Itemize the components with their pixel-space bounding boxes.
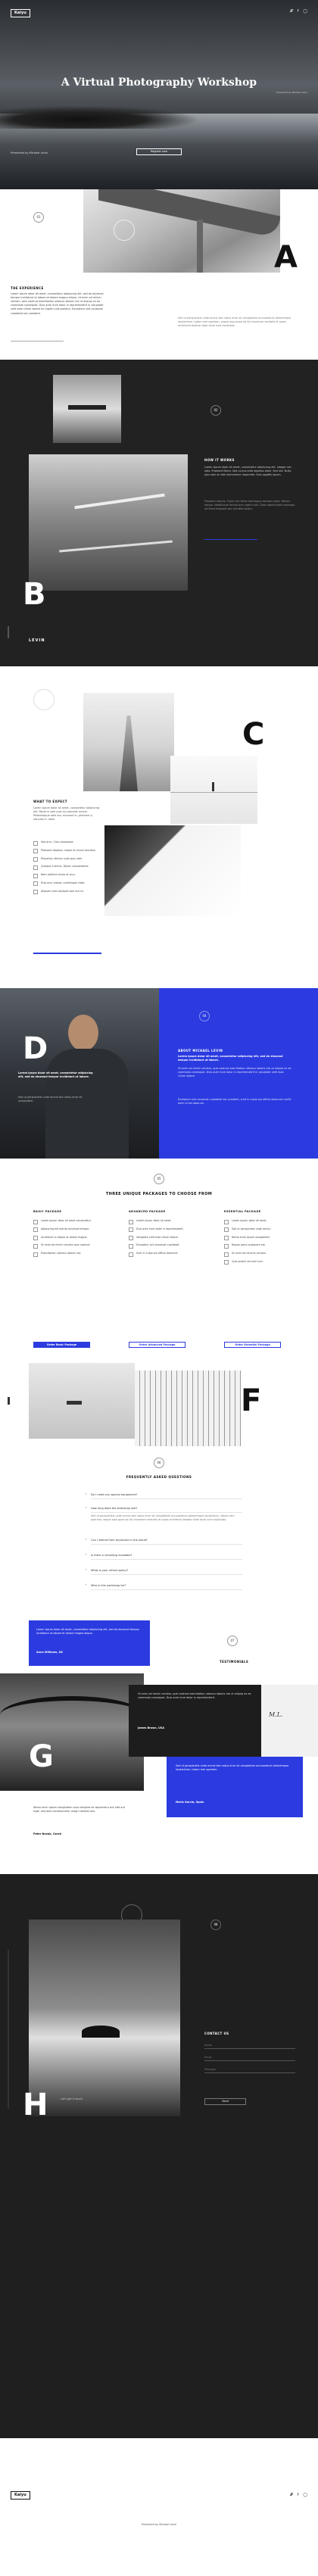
accent-line bbox=[204, 539, 257, 540]
section-number: 05 bbox=[154, 1174, 164, 1184]
message-field[interactable] bbox=[204, 2066, 295, 2073]
list-item: Aliquam erat volutpat nam dui mi. bbox=[33, 890, 101, 893]
email-field[interactable] bbox=[204, 2054, 295, 2061]
list-item: Excepteur sint occaecat cupidatat. bbox=[129, 1243, 189, 1247]
section-letter: H bbox=[23, 2088, 48, 2122]
testimonial-author: Anna Williams, UK bbox=[36, 1651, 63, 1654]
list-item: Sunt in culpa qui officia deserunt. bbox=[129, 1252, 189, 1255]
section-body: Lorem ipsum dolor sit amet, consectetur adipiscing elit, sed do eiusmod tempor incididunt ut labore et dolore magna aliqua. Ut enim ad minim veniam, quis nostrud exercitation ullamco laboris nisi ut aliquip ex ea commodo consequat. Duis aute irure dolor in reprehenderit in voluptate velit esse cillum dolore eu fugiat nulla pariatur. Excepteur sint occaecat cupidatat non proident. bbox=[11, 292, 104, 315]
section-number: 07 bbox=[227, 1636, 238, 1646]
contact-side-text: Let's get in touch bbox=[61, 2097, 83, 2100]
faq-item[interactable]: + What is your refund policy? bbox=[91, 1567, 242, 1575]
package-list bbox=[224, 1219, 285, 1268]
how-it-works-section bbox=[0, 360, 318, 666]
bridge-pillar bbox=[197, 220, 203, 273]
list-item: Sed ut perspiciatis unde omnis. bbox=[224, 1227, 285, 1231]
list-item: Lorem ipsum dolor sit amet consectetur. bbox=[33, 1219, 94, 1223]
faq-item[interactable]: + How long does the workshop last? bbox=[91, 1505, 242, 1513]
experience-section bbox=[0, 189, 318, 360]
list-item: Incididunt ut labore et dolore magna. bbox=[33, 1236, 94, 1240]
pier-photo-large bbox=[29, 454, 188, 591]
list-item: Duis aute irure dolor in reprehenderit. bbox=[129, 1227, 189, 1231]
island-photo bbox=[29, 1920, 180, 2116]
minimal-photo bbox=[170, 756, 257, 824]
pier-shape bbox=[68, 405, 106, 410]
package-list bbox=[33, 1219, 94, 1260]
testimonial-author: Maria Garcia, Spain bbox=[176, 1801, 204, 1804]
list-item: Nam pretium turpis et arcu. bbox=[33, 873, 101, 877]
section-letter: A bbox=[274, 240, 298, 275]
section-heading: TESTIMONIALS bbox=[220, 1660, 249, 1664]
portrait-head bbox=[68, 1015, 98, 1051]
faq-section bbox=[0, 1454, 318, 1620]
section-heading: ABOUT MICHAEL LEVIN bbox=[178, 1049, 223, 1053]
shore-photo bbox=[104, 825, 241, 916]
about-section bbox=[0, 988, 318, 1159]
list-item: Phasellus ultrices nulla quis nibh. bbox=[33, 857, 101, 861]
section-caption: Sed ut perspiciatis unde omnis iste natus error sit voluptatem accusantium doloremque laudantium, totam rem aperiam, eaque ipsa quae ab illo inventore veritatis et quasi architecto beatae vitae dicta sunt explicabo. bbox=[178, 317, 292, 328]
hero-section bbox=[0, 0, 318, 189]
facebook-icon[interactable]: f bbox=[297, 9, 299, 14]
send-button[interactable]: Send bbox=[204, 2098, 246, 2105]
expect-section bbox=[0, 666, 318, 988]
package-title: ESSENTIAL PACKAGE bbox=[224, 1210, 261, 1213]
faq-item[interactable]: + Do I need any special equipment? bbox=[91, 1492, 242, 1499]
testimonial-quote: Nemo enim ipsam voluptatem quia voluptas sit aspernatur aut odit aut fugit, sed quia consequuntur magni dolores eos. bbox=[33, 1806, 125, 1813]
jetty-photo bbox=[83, 693, 174, 791]
pier-poles bbox=[74, 494, 164, 510]
about-lead: Lorem ipsum dolor sit amet, consectetur adipiscing elit, sed do eiusmod tempor incididunt ut labore. bbox=[18, 1071, 93, 1079]
portrait-body bbox=[45, 1049, 129, 1159]
section-heading: THREE UNIQUE PACKAGES TO CHOOSE FROM bbox=[105, 1192, 213, 1196]
decor-circle bbox=[114, 220, 135, 241]
hero-rocks bbox=[0, 106, 197, 129]
list-item: Nemo enim ipsam voluptatem. bbox=[224, 1236, 285, 1240]
hero-title: A Virtual Photography Workshop bbox=[61, 76, 257, 89]
list-item: Adipiscing elit sed do eiusmod tempor. bbox=[33, 1227, 94, 1231]
package-title: BASIC PACKAGE bbox=[33, 1210, 62, 1213]
bridge-photo-2 bbox=[0, 1673, 144, 1791]
instagram-icon[interactable]: ◯ bbox=[303, 9, 307, 14]
gallery-photo-1 bbox=[29, 1363, 135, 1439]
section-heading: HOW IT WORKS bbox=[204, 458, 235, 462]
section-number: 06 bbox=[154, 1458, 164, 1468]
testimonial-author: Peter Novak, Czech bbox=[33, 1832, 62, 1835]
pier-photo-small bbox=[53, 375, 121, 443]
order-essential-button[interactable]: Order Essential Package bbox=[224, 1342, 281, 1348]
testimonials-section bbox=[0, 1620, 318, 1874]
section-body: Lorem ipsum dolor sit amet, consectetur adipiscing elit. Morbi in sem quis dui placerat ornare. Pellentesque odio nisi, euismod in, pharetra a, ultricies in, diam. bbox=[33, 806, 100, 822]
section-body-2: Praesent mauris. Fusce nec tellus sed augue semper porta. Mauris massa. Vestibulum lacinia arcu eget nulla. Class aptent taciti sociosqu ad litora torquent per conubia nostra. bbox=[204, 500, 295, 511]
faq-item[interactable]: + Is there a recording available? bbox=[91, 1552, 242, 1560]
hero-subtitle: Presented by Michael Levin bbox=[11, 151, 48, 154]
footer-logo[interactable]: Kaiyu bbox=[11, 2491, 30, 2500]
prev-arrow-icon[interactable] bbox=[8, 1397, 10, 1405]
list-item: Duis arcu massa, scelerisque vitae. bbox=[33, 881, 101, 885]
section-number: 08 bbox=[210, 1920, 221, 1930]
hero-side-label: Presented by Michael Levin bbox=[276, 91, 307, 94]
list-item: Quis autem vel eum iure. bbox=[224, 1260, 285, 1264]
list-item: Praesent dapibus, neque id cursus faucibus. bbox=[33, 849, 101, 853]
list-item: Sed arcu. Cras consequat. bbox=[33, 840, 101, 844]
gallery-photo-2 bbox=[135, 1371, 241, 1446]
footer bbox=[0, 2438, 318, 2576]
accent-line bbox=[33, 953, 101, 954]
social-icons bbox=[290, 9, 307, 14]
twitter-icon[interactable]: 𝓕 bbox=[289, 2493, 293, 2497]
section-letter: C bbox=[242, 717, 265, 752]
footer-social bbox=[290, 2493, 307, 2498]
about-body-2: Excepteur sint occaecat cupidatat non proident, sunt in culpa qui officia deserunt mollit anim id est laborum. bbox=[178, 1098, 292, 1106]
list-item: Ut enim ad minima veniam. bbox=[224, 1252, 285, 1255]
facebook-icon[interactable]: f bbox=[297, 2493, 299, 2497]
section-heading: CONTACT US bbox=[204, 2032, 229, 2035]
section-heading: WHAT TO EXPECT bbox=[33, 800, 67, 803]
bridge-arch bbox=[0, 1696, 144, 1734]
twitter-icon[interactable]: 𝓕 bbox=[289, 9, 293, 14]
register-button[interactable]: Register now bbox=[136, 148, 182, 155]
logo[interactable]: Kaiyu bbox=[11, 9, 30, 17]
photo-caption: Sed ut perspiciatis unde omnis iste natus error sit voluptatem. bbox=[18, 1096, 83, 1103]
signature: M.L. bbox=[269, 1711, 283, 1718]
decor-circle bbox=[33, 689, 55, 710]
about-lead-right: Lorem ipsum dolor sit amet, consectetur adipiscing elit, sed do eiusmod tempor incididunt ut labore. bbox=[178, 1055, 283, 1062]
footer-credit: Presented by Michael Levin bbox=[141, 2523, 177, 2526]
testimonial-quote: Sed ut perspiciatis unde omnis iste natus error sit voluptatem accusantium doloremque laudantium, totam rem aperiam. bbox=[176, 1764, 289, 1772]
faq-item[interactable]: + Who is this workshop for? bbox=[91, 1583, 242, 1590]
section-letter: B bbox=[23, 577, 46, 612]
section-heading: FREQUENTLY ASKED QUESTIONS bbox=[126, 1475, 192, 1479]
package-list bbox=[129, 1219, 189, 1260]
list-item: Voluptate velit esse cillum dolore. bbox=[129, 1236, 189, 1240]
horizon bbox=[170, 792, 257, 793]
package-title: ADVANCED PACKAGE bbox=[129, 1210, 166, 1213]
testimonial-quote: Ut enim ad minim veniam, quis nostrud exercitation ullamco laboris nisi ut aliquip ex ea commodo consequat. Duis aute irure dolor in reprehenderit. bbox=[138, 1692, 251, 1700]
faq-answer: Sed ut perspiciatis unde omnis iste natus error sit voluptatem accusantium doloremque laudantium, totam rem aperiam, eaque ipsa quae ab illo inventore veritatis et quasi architecto beatae vitae dicta sunt explicabo. bbox=[91, 1514, 235, 1522]
about-body-1: Ut enim ad minim veniam, quis nostrud exercitation ullamco laboris nisi ut aliquip ex ea commodo consequat. Duis aute irure dolor in reprehenderit in voluptate velit esse cillum dolore. bbox=[178, 1067, 292, 1078]
boat-shape bbox=[67, 1401, 82, 1405]
instagram-icon[interactable]: ◯ bbox=[303, 2493, 307, 2497]
island-shape bbox=[82, 2026, 120, 2038]
signature-photo bbox=[261, 1685, 318, 1757]
vertical-label bbox=[8, 626, 9, 638]
packages-section bbox=[0, 1159, 318, 1363]
order-advanced-button[interactable]: Order Advanced Package bbox=[129, 1342, 186, 1348]
expect-list bbox=[33, 840, 101, 897]
bridge-photo bbox=[83, 189, 280, 273]
vertical-bar bbox=[8, 1950, 9, 2109]
testimonial-quote: Lorem ipsum dolor sit amet, consectetur adipiscing elit, sed do eiusmod tempor incididunt ut labore et dolore magna aliqua. bbox=[36, 1628, 139, 1636]
list-item: Quisque a lectus. Donec consectetuer. bbox=[33, 865, 101, 869]
tree-shape bbox=[212, 782, 214, 791]
gallery-section bbox=[0, 1363, 318, 1454]
section-number: 02 bbox=[210, 405, 221, 416]
list-item: Lorem ipsum dolor sit amet. bbox=[224, 1219, 285, 1223]
section-letter: G bbox=[29, 1739, 54, 1774]
list-item: Ut enim ad minim veniam quis nostrud. bbox=[33, 1243, 94, 1247]
brand-logo: LEVIN bbox=[29, 638, 45, 643]
section-heading: THE EXPERIENCE bbox=[11, 286, 44, 290]
testimonial-blue-box bbox=[29, 1620, 150, 1666]
testimonial-author: James Brown, USA bbox=[138, 1726, 165, 1729]
contact-section bbox=[0, 1874, 318, 2438]
list-item: Neque porro quisquam est. bbox=[224, 1243, 285, 1247]
section-number: 04 bbox=[199, 1011, 210, 1021]
order-basic-button[interactable]: Order Basic Package bbox=[33, 1342, 90, 1348]
name-field[interactable] bbox=[204, 2042, 295, 2049]
section-letter: F bbox=[241, 1383, 262, 1418]
jetty-shape bbox=[120, 716, 138, 791]
section-number: 01 bbox=[33, 212, 44, 223]
faq-item[interactable]: + Can I attend from anywhere in the world? bbox=[91, 1537, 242, 1545]
section-letter: D bbox=[23, 1031, 48, 1066]
list-item: Exercitation ullamco laboris nisi. bbox=[33, 1252, 94, 1255]
list-item: Lorem ipsum dolor sit amet. bbox=[129, 1219, 189, 1223]
pier-poles2 bbox=[59, 540, 173, 552]
section-body: Lorem ipsum dolor sit amet, consectetur adipiscing elit. Integer nec odio. Praesent libero. Sed cursus ante dapibus diam. Sed nisi. Nulla quis sem at nibh elementum imperdiet. Duis sagittis ipsum. bbox=[204, 466, 292, 477]
